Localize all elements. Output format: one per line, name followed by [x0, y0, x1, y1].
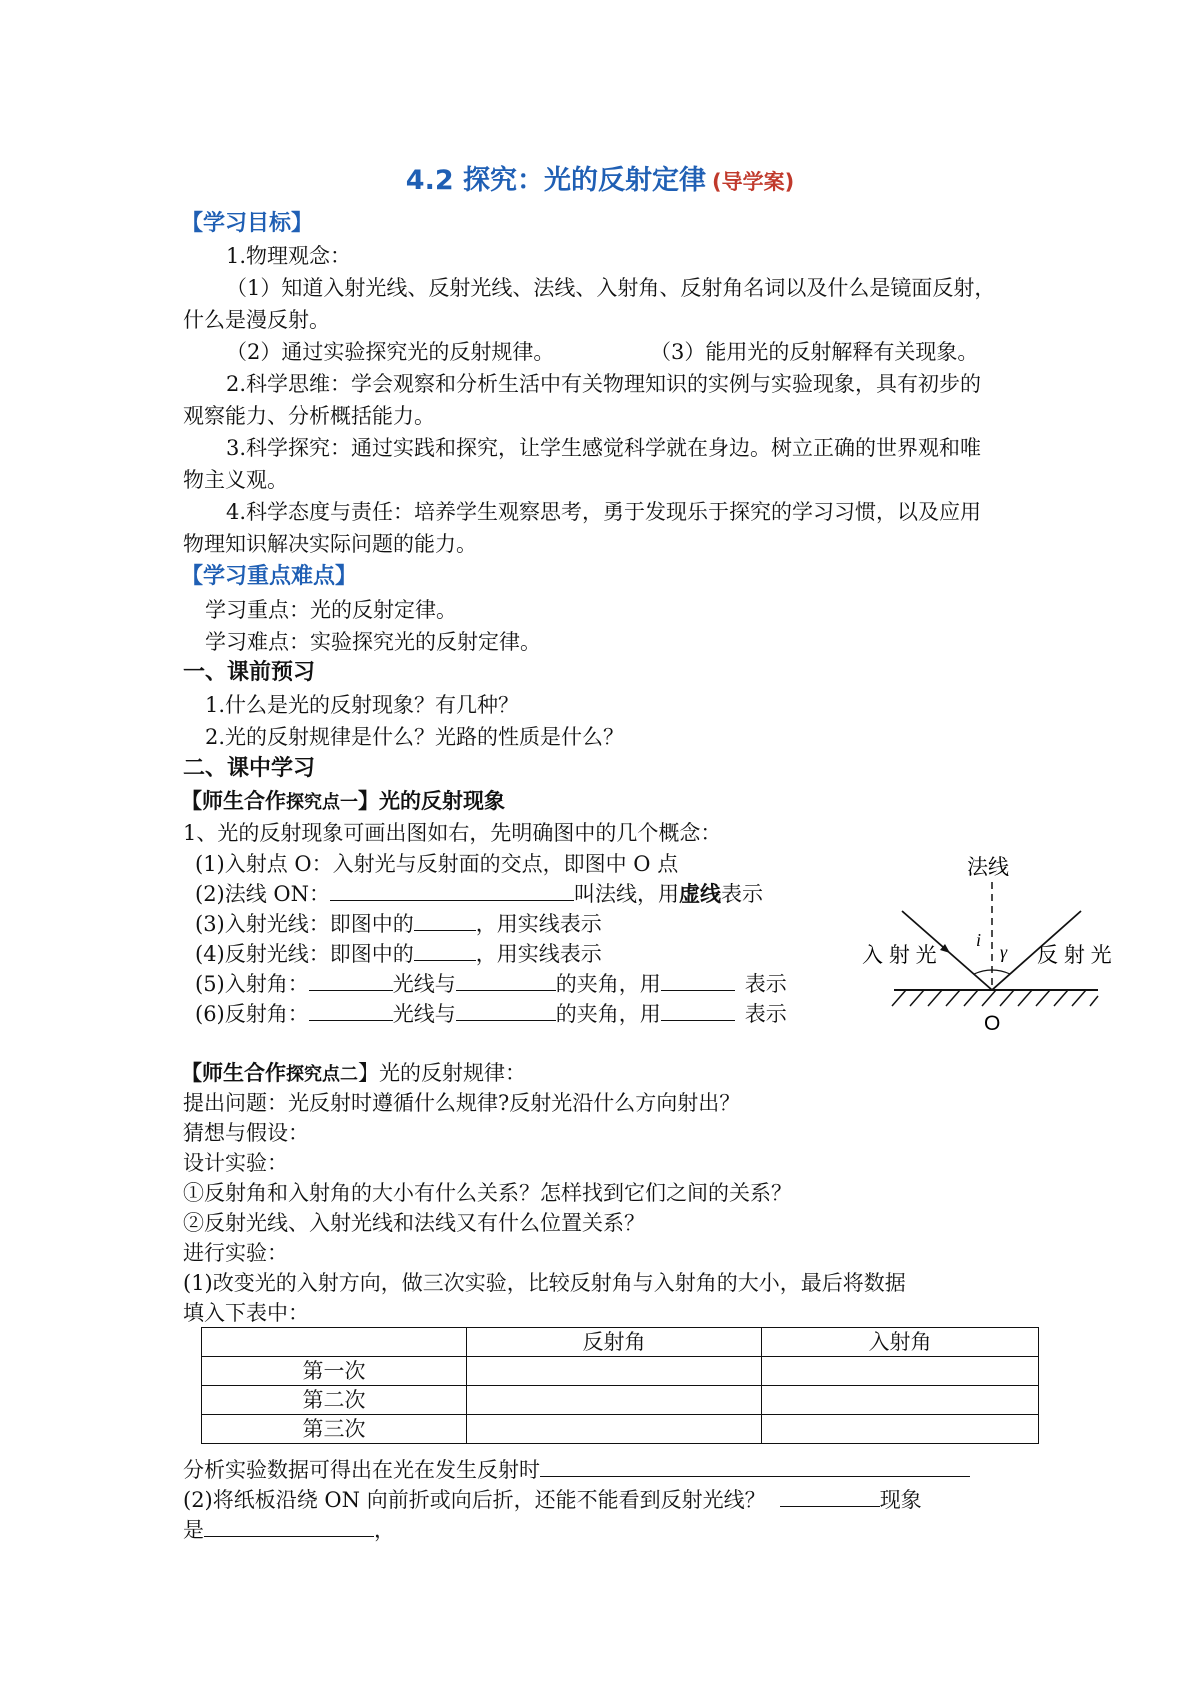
coop1-point: 探究点一 — [286, 792, 358, 813]
concept-5-text1: 光线与 — [392, 972, 456, 996]
goal-1a-line1: （1）知道入射光线、反射光线、法线、入射角、反射角名词以及什么是镜面反射， — [226, 276, 996, 300]
coop2-label: 【师生合作 — [181, 1061, 286, 1085]
coop1-title: 】光的反射现象 — [358, 789, 505, 813]
conduct-experiment: 进行实验： — [183, 1241, 288, 1265]
concept-6-label: (6)反射角： — [195, 1002, 309, 1026]
mirror-hatching — [892, 990, 1098, 1006]
incident-label: 入 射 光 — [862, 944, 937, 967]
blank-can-see-answer[interactable] — [780, 1486, 880, 1507]
goal-1c: （3）能用光的反射解释有关现象。 — [650, 340, 979, 364]
point-o-label: O — [984, 1012, 1001, 1035]
goal-3-line2: 物主义观。 — [183, 468, 288, 492]
angle-data-table — [201, 1327, 1039, 1444]
table-cell-input[interactable] — [467, 1415, 762, 1444]
concept-4 — [195, 940, 602, 968]
table-header-empty — [202, 1328, 467, 1357]
keypoints-heading: 【学习重点难点】 — [181, 564, 358, 589]
goal-3-line1: 3.科学探究：通过实践和探究，让学生感觉科学就在身边。树立正确的世界观和唯 — [226, 436, 982, 460]
blank-reflected-ray[interactable] — [414, 940, 476, 961]
concept-6 — [195, 1000, 787, 1028]
step-2-comma: ， — [374, 1518, 395, 1542]
reflection-intro: 1、光的反射现象可画出图如右，先明确图中的几个概念： — [183, 821, 722, 845]
blank-analysis-conclusion[interactable] — [540, 1456, 970, 1477]
concept-2 — [195, 880, 763, 908]
blank-incidence-line[interactable] — [456, 970, 556, 991]
table-cell-input[interactable] — [762, 1415, 1039, 1444]
reflected-label: 反 射 光 — [1037, 944, 1112, 967]
blank-reflection-symbol[interactable] — [661, 1000, 735, 1021]
concept-6-text2: 的夹角，用 — [555, 1002, 661, 1026]
blank-normal-definition[interactable] — [330, 880, 574, 901]
concept-3-end: ，用实线表示 — [475, 912, 602, 936]
preview-q2: 2.光的反射规律是什么？光路的性质是什么？ — [205, 725, 625, 749]
angle-i-label: i — [976, 930, 982, 950]
step-2-is: 是 — [183, 1518, 204, 1542]
step-2-line2 — [183, 1516, 395, 1544]
coop-section-1 — [181, 787, 505, 817]
concept-5-text2: 的夹角，用 — [555, 972, 661, 996]
goal-4-line2: 物理知识解决实际问题的能力。 — [183, 532, 477, 556]
goal-4-line1: 4.科学态度与责任：培养学生观察思考，勇于发现乐于探究的学习习惯，以及应用 — [226, 500, 982, 524]
goal-2-line1: 2.科学思维：学会观察和分析生活中有关物理知识的实例与实验现象，具有初步的 — [226, 372, 982, 396]
concept-2-text: 叫法线，用 — [574, 882, 680, 906]
concept-6-end: 表示 — [744, 1002, 787, 1026]
table-cell-input[interactable] — [762, 1357, 1039, 1386]
analysis-text: 分析实验数据可得出在光在发生反射时 — [183, 1458, 540, 1482]
goal-1b: （2）通过实验探究光的反射规律。 — [226, 340, 555, 364]
table-row — [202, 1415, 1039, 1444]
concept-4-label: (4)反射光线：即图中的 — [195, 942, 414, 966]
hypothesis: 猜想与假设： — [183, 1121, 309, 1145]
pose-question: 提出问题：光反射时遵循什么规律?反射光沿什么方向射出？ — [183, 1091, 741, 1115]
design-experiment: 设计实验： — [183, 1151, 288, 1175]
coop2-point: 探究点二 — [286, 1064, 358, 1085]
blank-incident-ray[interactable] — [414, 910, 476, 931]
coop2-title: 】光的反射规律： — [358, 1061, 526, 1085]
keypoint-focus: 学习重点：光的反射定律。 — [205, 598, 457, 622]
table-row-label: 第一次 — [202, 1357, 467, 1386]
step-1-line1: (1)改变光的入射方向，做三次实验，比较反射角与入射角的大小，最后将数据 — [183, 1271, 906, 1295]
goal-1a-line2: 什么是漫反射。 — [183, 308, 330, 332]
concept-2-bold: 虚线 — [679, 882, 722, 906]
normal-label: 法线 — [967, 856, 1009, 879]
analysis-line — [183, 1456, 970, 1484]
preview-heading: 一、课前预习 — [183, 660, 316, 685]
coop1-label: 【师生合作 — [181, 789, 286, 813]
table-row — [202, 1386, 1039, 1415]
table-cell-input[interactable] — [467, 1357, 762, 1386]
blank-incidence-symbol[interactable] — [661, 970, 735, 991]
step-2-text: (2)将纸板沿绕 ON 向前折或向后折，还能不能看到反射光线？ — [183, 1488, 766, 1512]
blank-reflection-line[interactable] — [456, 1000, 556, 1021]
coop-section-2 — [181, 1059, 526, 1089]
angle-r-label: γ — [1000, 942, 1008, 962]
concept-5 — [195, 970, 787, 998]
page-title — [0, 158, 1200, 197]
concept-2-label: (2)法线 ON： — [195, 882, 331, 906]
table-header-incidence: 入射角 — [762, 1328, 1039, 1357]
title-sub: (导学案) — [712, 170, 795, 194]
concept-5-end: 表示 — [744, 972, 787, 996]
preview-q1: 1.什么是光的反射现象？有几种？ — [205, 693, 520, 717]
concept-1: (1)入射点 O：入射光与反射面的交点，即图中 O 点 — [195, 852, 679, 876]
table-header-reflection: 反射角 — [467, 1328, 762, 1357]
design-question-1: ①反射角和入射角的大小有什么关系？怎样找到它们之间的关系？ — [183, 1181, 792, 1205]
step-2-line1 — [183, 1486, 922, 1514]
goal-2-line2: 观察能力、分析概括能力。 — [183, 404, 435, 428]
table-header-row — [202, 1328, 1039, 1357]
reflection-diagram — [862, 850, 1142, 1050]
title-main: 4.2 探究：光的反射定律 — [405, 165, 707, 196]
table-cell-input[interactable] — [762, 1386, 1039, 1415]
concept-4-end: ，用实线表示 — [475, 942, 602, 966]
table-row — [202, 1357, 1039, 1386]
blank-incidence-ray[interactable] — [309, 970, 393, 991]
step-2-phenomenon: 现象 — [879, 1488, 922, 1512]
concept-3-label: (3)入射光线：即图中的 — [195, 912, 414, 936]
table-cell-input[interactable] — [467, 1386, 762, 1415]
concept-6-text1: 光线与 — [392, 1002, 456, 1026]
design-question-2: ②反射光线、入射光线和法线又有什么位置关系？ — [183, 1211, 645, 1235]
concept-2-end: 表示 — [721, 882, 764, 906]
blank-phenomenon[interactable] — [204, 1516, 374, 1537]
table-row-label: 第二次 — [202, 1386, 467, 1415]
blank-reflection-ray[interactable] — [309, 1000, 393, 1021]
concept-3 — [195, 910, 602, 938]
keypoint-difficulty: 学习难点：实验探究光的反射定律。 — [205, 630, 541, 654]
goals-heading: 【学习目标】 — [181, 211, 314, 236]
step-1-line2: 填入下表中： — [183, 1301, 309, 1325]
goal-1: 1.物理观念： — [226, 244, 352, 268]
table-row-label: 第三次 — [202, 1415, 467, 1444]
inclass-heading: 二、课中学习 — [183, 756, 316, 781]
concept-5-label: (5)入射角： — [195, 972, 309, 996]
